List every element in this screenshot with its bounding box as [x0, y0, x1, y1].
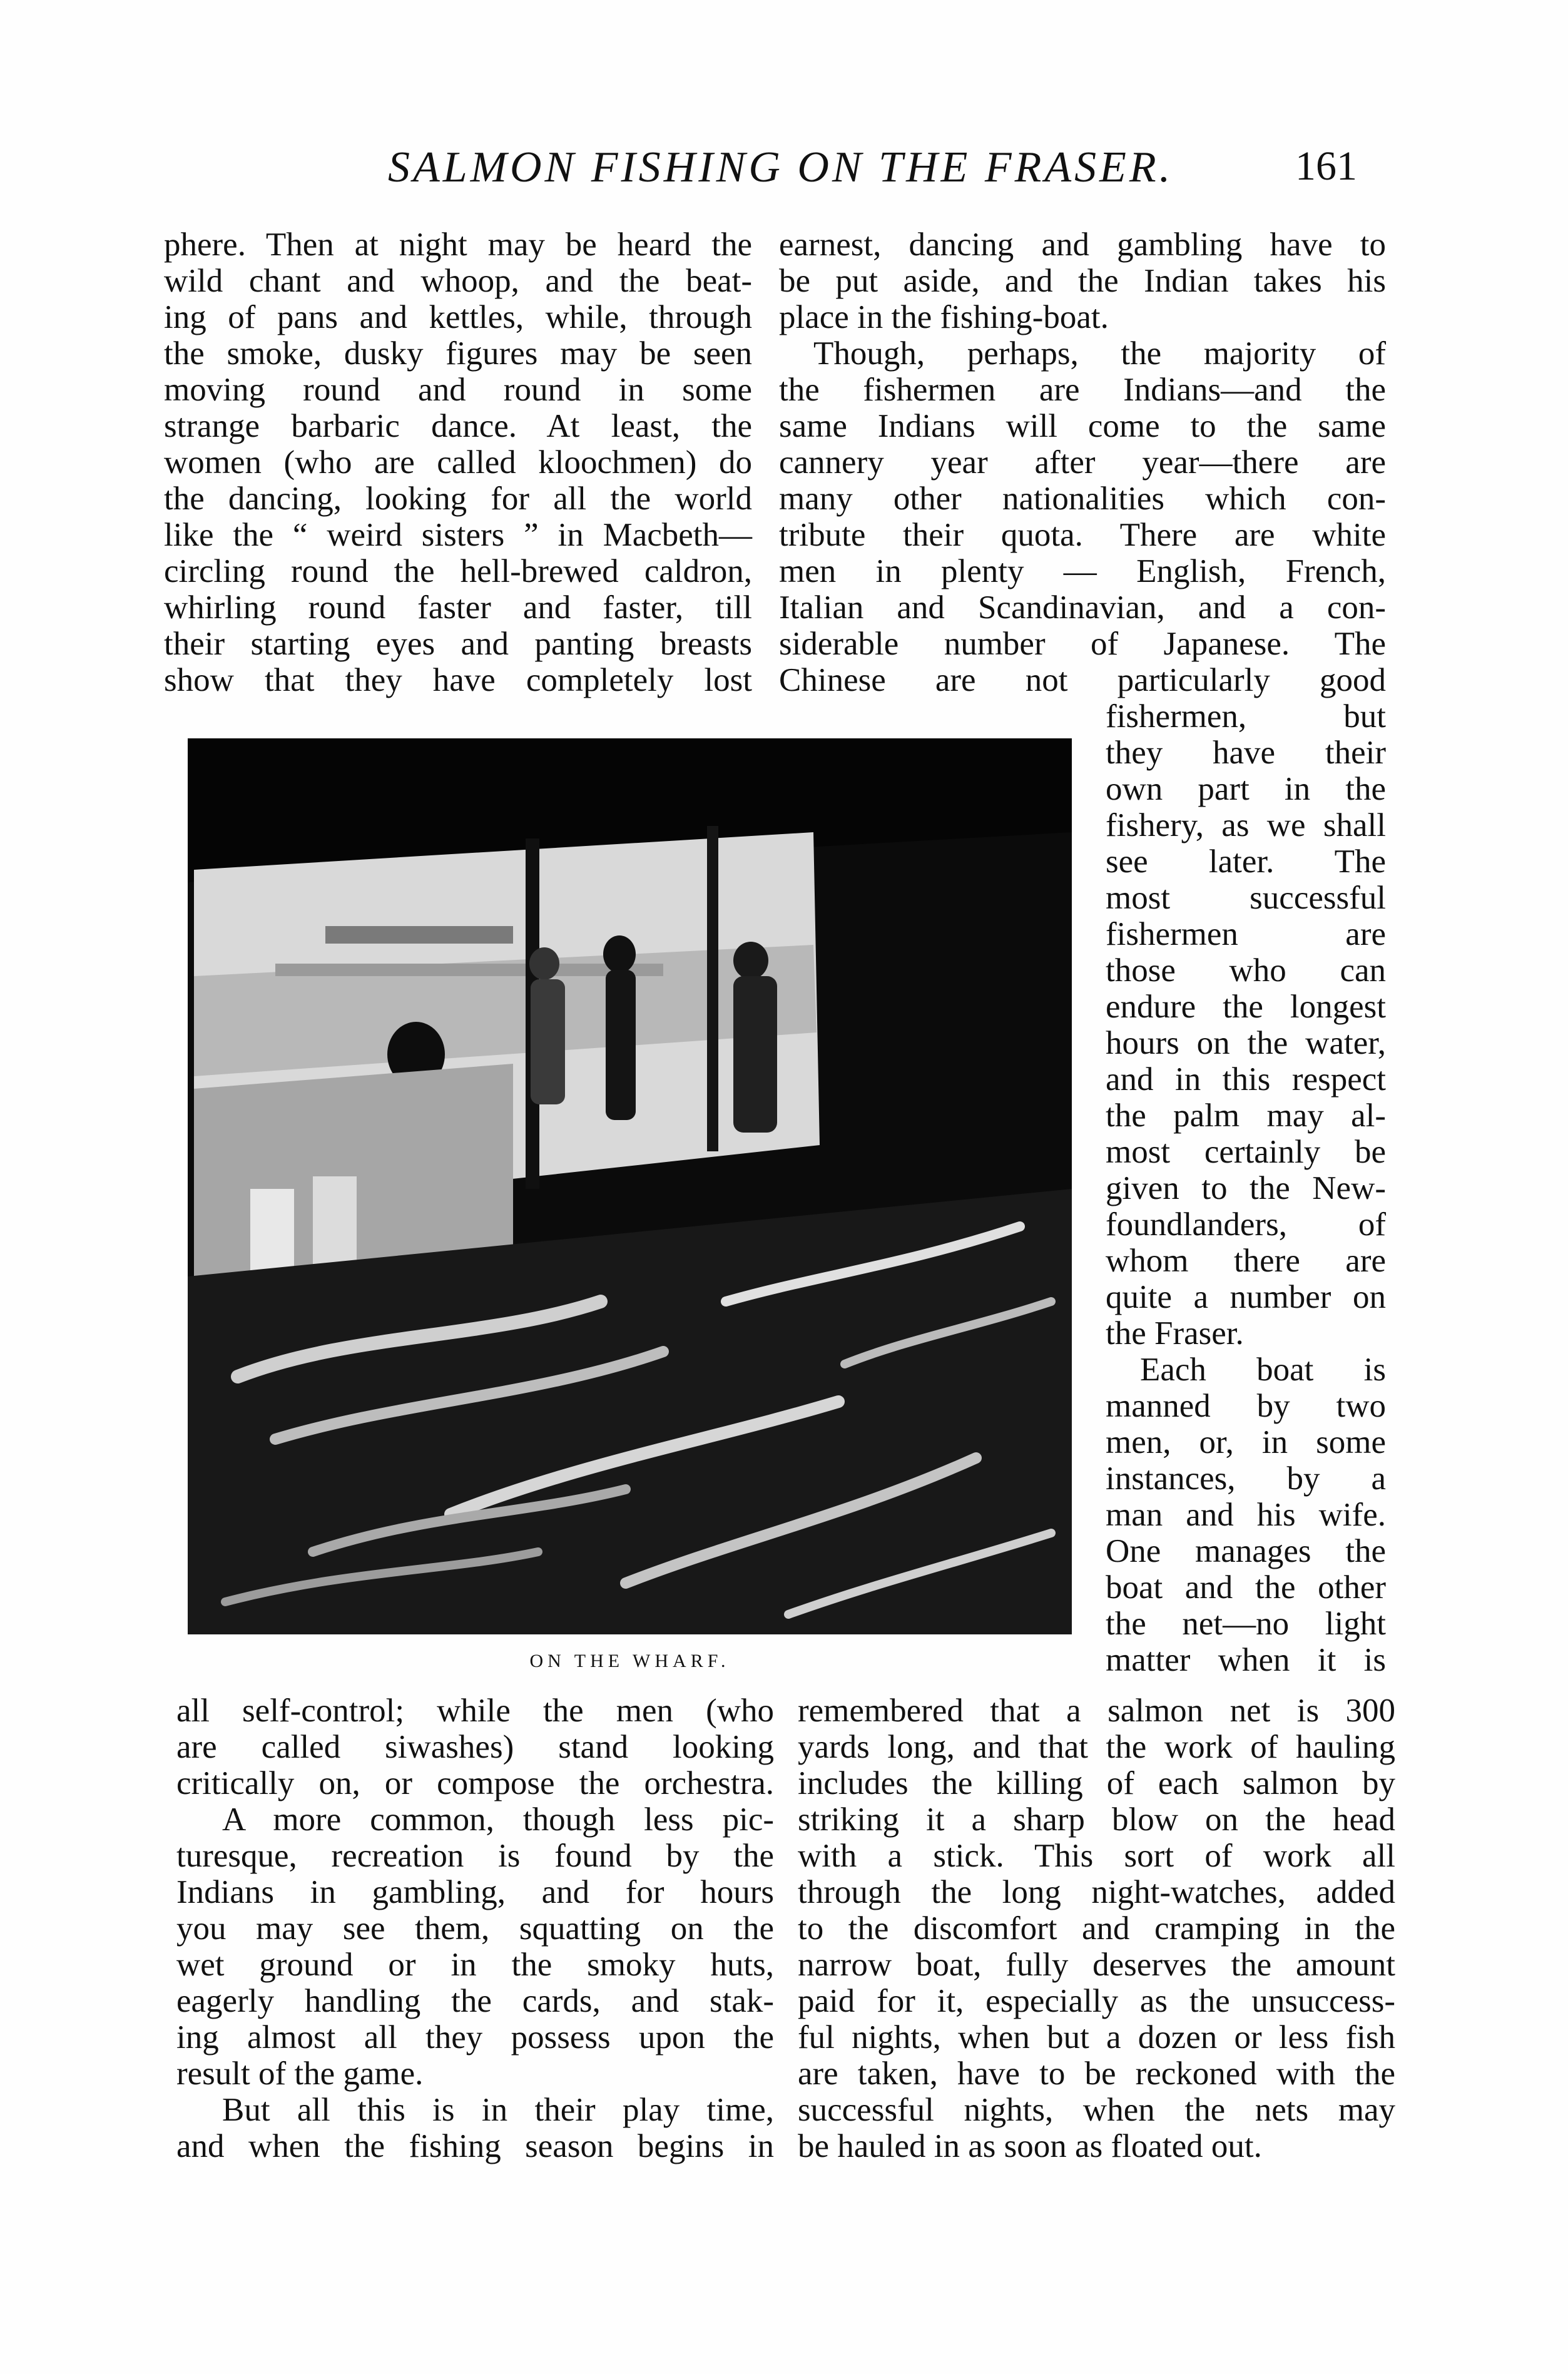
- text-line: successful nights, when the nets may: [798, 2092, 1395, 2128]
- text-line: paid for it, especially as the unsuccess-: [798, 1983, 1395, 2019]
- text-line: their starting eyes and panting breasts: [164, 626, 752, 662]
- text-line: strange barbaric dance. At least, the: [164, 408, 752, 444]
- text-line: be put aside, and the Indian takes his: [779, 263, 1386, 299]
- text-line: the Fraser.: [1106, 1315, 1244, 1352]
- text-line: most successful: [1106, 880, 1386, 916]
- text-line: Though, perhaps, the majority of: [813, 335, 1386, 372]
- text-line: ing almost all they possess upon the: [176, 2019, 774, 2056]
- text-line: instances, by a: [1106, 1460, 1386, 1497]
- text-line: the smoke, dusky figures may be seen: [164, 335, 752, 372]
- text-line: show that they have completely lost: [164, 662, 752, 698]
- text-line: result of the game.: [176, 2056, 424, 2092]
- text-line: given to the New-: [1106, 1170, 1386, 1206]
- text-line: most certainly be: [1106, 1134, 1386, 1170]
- text-line: moving round and round in some: [164, 372, 752, 408]
- text-line: wild chant and whoop, and the beat-: [164, 263, 752, 299]
- text-line: and in this respect: [1106, 1061, 1386, 1098]
- text-line: place in the fishing-boat.: [779, 299, 1109, 335]
- text-line: all self-control; while the men (who: [176, 1693, 774, 1729]
- text-line: includes the killing of each salmon by: [798, 1765, 1395, 1801]
- text-line: are called siwashes) stand looking: [176, 1729, 774, 1765]
- text-line: whirling round faster and faster, till: [164, 589, 752, 626]
- text-line: whom there are: [1106, 1243, 1386, 1279]
- text-line: the fishermen are Indians—and the: [779, 372, 1386, 408]
- text-line: those who can: [1106, 952, 1386, 989]
- text-line: remembered that a salmon net is 300: [798, 1693, 1395, 1729]
- text-line: hours on the water,: [1106, 1025, 1386, 1061]
- text-line: man and his wife.: [1106, 1497, 1386, 1533]
- text-line: many other nationalities which con-: [779, 481, 1386, 517]
- text-line: own part in the: [1106, 771, 1386, 807]
- text-line: matter when it is: [1106, 1642, 1386, 1678]
- text-line: fishermen are: [1106, 916, 1386, 952]
- text-line: manned by two: [1106, 1388, 1386, 1424]
- text-line: women (who are called kloochmen) do: [164, 444, 752, 481]
- text-line: Italian and Scandinavian, and a con-: [779, 589, 1386, 626]
- text-line: narrow boat, fully deserves the amount: [798, 1947, 1395, 1983]
- text-line: the net—no light: [1106, 1606, 1386, 1642]
- text-line: critically on, or compose the orchestra.: [176, 1765, 774, 1801]
- text-line: quite a number on: [1106, 1279, 1386, 1315]
- text-line: men in plenty — English, French,: [779, 553, 1386, 589]
- text-line: they have their: [1106, 735, 1386, 771]
- text-line: One manages the: [1106, 1533, 1386, 1569]
- figure-caption: ON THE WHARF.: [529, 1651, 730, 1671]
- text-line: tribute their quota. There are white: [779, 517, 1386, 553]
- text-line: ful nights, when but a dozen or less fish: [798, 2019, 1395, 2056]
- text-line: siderable number of Japanese. The: [779, 626, 1386, 662]
- text-line: fishermen, but: [1106, 698, 1386, 735]
- text-line: you may see them, squatting on the: [176, 1910, 774, 1947]
- wharf-photograph: [188, 738, 1072, 1634]
- text-line: ing of pans and kettles, while, through: [164, 299, 752, 335]
- text-line: and when the fishing season begins in: [176, 2128, 774, 2164]
- text-line: be hauled in as soon as floated out.: [798, 2128, 1262, 2164]
- text-line: earnest, dancing and gambling have to: [779, 227, 1386, 263]
- running-title: SALMON FISHING ON THE FRASER.: [388, 143, 1174, 191]
- text-line: endure the longest: [1106, 989, 1386, 1025]
- text-line: foundlanders, of: [1106, 1206, 1386, 1243]
- text-line: fishery, as we shall: [1106, 807, 1386, 843]
- text-line: But all this is in their play time,: [222, 2092, 774, 2128]
- text-line: same Indians will come to the same: [779, 408, 1386, 444]
- text-line: see later. The: [1106, 843, 1386, 880]
- text-line: like the “ weird sisters ” in Macbeth—: [164, 517, 752, 553]
- text-line: turesque, recreation is found by the: [176, 1838, 774, 1874]
- running-head: [0, 143, 1568, 193]
- text-line: cannery year after year—there are: [779, 444, 1386, 481]
- text-line: men, or, in some: [1106, 1424, 1386, 1460]
- page-number: 161: [1295, 143, 1357, 189]
- text-line: A more common, though less pic-: [222, 1801, 774, 1838]
- text-line: to the discomfort and cramping in the: [798, 1910, 1395, 1947]
- text-line: are taken, have to be reckoned with the: [798, 2056, 1395, 2092]
- text-line: striking it a sharp blow on the head: [798, 1801, 1395, 1838]
- text-line: wet ground or in the smoky huts,: [176, 1947, 774, 1983]
- text-line: with a stick. This sort of work all: [798, 1838, 1395, 1874]
- text-line: through the long night-watches, added: [798, 1874, 1395, 1910]
- text-line: circling round the hell-brewed caldron,: [164, 553, 752, 589]
- text-line: the dancing, looking for all the world: [164, 481, 752, 517]
- text-line: the palm may al-: [1106, 1098, 1386, 1134]
- text-line: Chinese are not particularly good: [779, 662, 1386, 698]
- text-line: boat and the other: [1106, 1569, 1386, 1606]
- text-line: Each boat is: [1140, 1352, 1386, 1388]
- text-line: yards long, and that the work of hauling: [798, 1729, 1395, 1765]
- text-line: eagerly handling the cards, and stak-: [176, 1983, 774, 2019]
- text-line: phere. Then at night may be heard the: [164, 227, 752, 263]
- text-line: Indians in gambling, and for hours: [176, 1874, 774, 1910]
